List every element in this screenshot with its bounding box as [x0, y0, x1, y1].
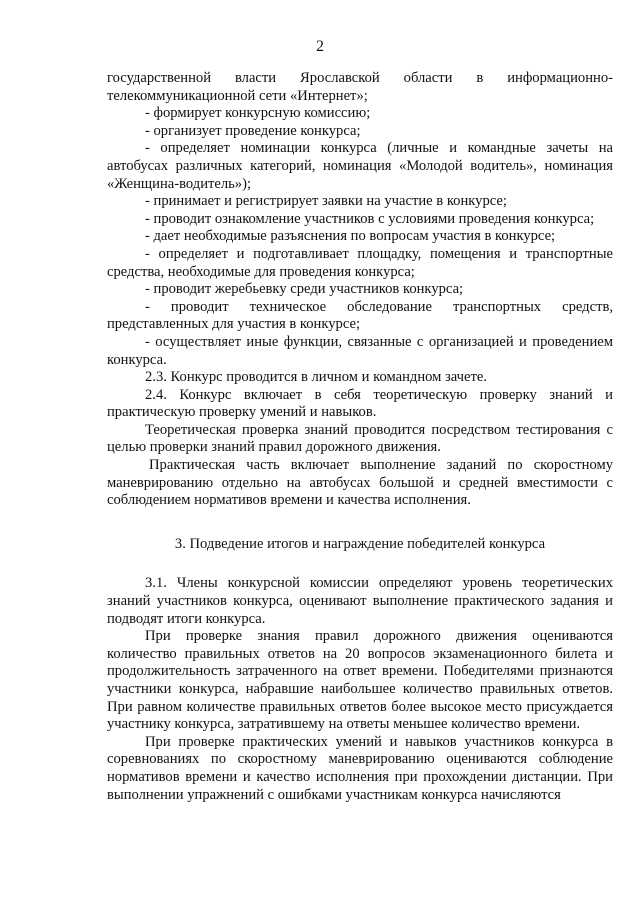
list-item: - организует проведение конкурса;: [145, 122, 361, 139]
section-heading: 3. Подведение итогов и награждение победителей конкурса: [174, 535, 546, 552]
paragraph: При проверке практических умений и навыков участников конкурса в соревнованиях по скоростному маневрированию оцениваются соблюдение нормативов времени и качество исполнения при прохождении дистанции. При выполнении упражнений с ошибками участникам конкурса начисляются: [107, 733, 613, 803]
list-item: - проводит ознакомление участников с условиями проведения конкурса;: [145, 210, 595, 227]
list-item: - принимает и регистрирует заявки на участие в конкурсе;: [145, 193, 507, 210]
paragraph: 2.3. Конкурс проводится в личном и командном зачете.: [145, 369, 488, 386]
list-item: - определяет и подготавливает площадку, помещения и транспортные средства, необходимые для проведения конкурса;: [107, 245, 613, 280]
list-item: - проводит жеребьевку среди участников конкурса;: [145, 281, 464, 298]
list-item: - дает необходимые разъяснения по вопросам участия в конкурсе;: [145, 228, 556, 245]
list-item: - определяет номинации конкурса (личные и командные зачеты на автобусах различных категорий, номинация «Молодой водитель», номинация «Женщина-водитель»);: [107, 140, 613, 192]
paragraph: 2.4. Конкурс включает в себя теоретическую проверку знаний и практическую проверку умений и навыков.: [107, 386, 613, 421]
list-item: - осуществляет иные функции, связанные с организацией и проведением конкурса.: [107, 333, 613, 368]
list-item: - формирует конкурсную комиссию;: [145, 105, 371, 122]
document-body: [107, 70, 613, 804]
paragraph: государственной власти Ярославской области в информационно-телекоммуникационной сети «Интернет»;: [107, 70, 613, 104]
paragraph: При проверке знания правил дорожного движения оцениваются количество правильных ответов на 20 вопросов экзаменационного билета и продолжительность затраченного на ответ времени. Победителями признаются участники конкурса, набравшие наибольшее количество правильных ответов. При равном количестве правильных ответов более высокое место присуждается участнику конкурса, затратившему на ответы меньшее количество времени.: [107, 628, 613, 733]
paragraph: 3.1. Члены конкурсной комиссии определяют уровень теоретических знаний участников конкурса, оценивают выполнение практического задания и подводят итоги конкурса.: [107, 575, 613, 627]
paragraph: Практическая часть включает выполнение заданий по скоростному маневрированию отдельно на автобусах большой и средней вместимости с соблюдением нормативов времени и качества исполнения.: [107, 457, 613, 509]
paragraph: Теоретическая проверка знаний проводится посредством тестирования с целью проверки знаний правил дорожного движения.: [107, 421, 613, 456]
list-item: - проводит техническое обследование транспортных средств, представленных для участия в конкурсе;: [107, 298, 613, 333]
page-number: 2: [316, 38, 324, 55]
